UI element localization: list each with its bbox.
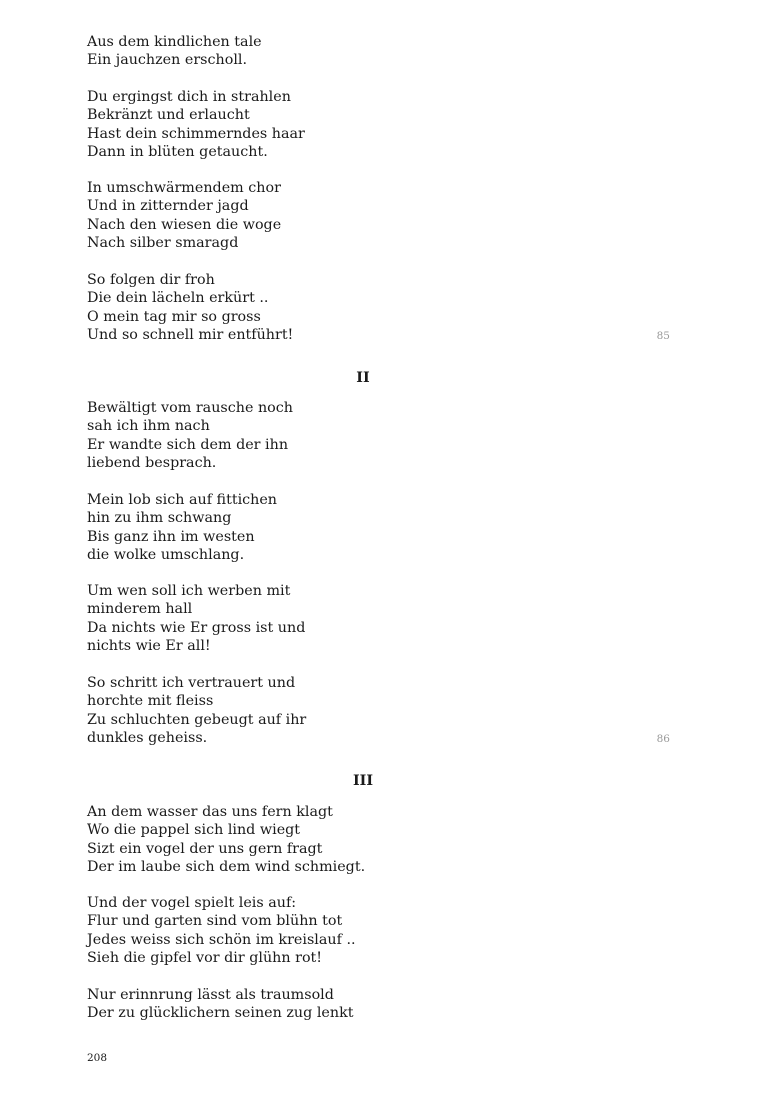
verse-line: So schritt ich vertrauert und <box>87 675 296 691</box>
verse-line: Da nichts wie Er gross ist und <box>87 619 306 636</box>
verse-line: Bis ganz ihn im westen <box>87 528 255 545</box>
verse-line: Du ergingst dich in strahlen <box>87 89 291 105</box>
stanza <box>87 803 647 877</box>
verse-line: Zu schluchten gebeugt auf ihr <box>87 711 307 728</box>
verse-line: die wolke umschlang. <box>87 547 245 564</box>
stanza <box>87 271 647 345</box>
stanza <box>87 88 647 162</box>
verse-line: Bekränzt und erlaucht <box>87 107 250 124</box>
verse-line: Nach silber smaragd <box>87 235 239 252</box>
verse-line: Und der vogel spielt leis auf: <box>87 895 297 911</box>
verse-line: Dann in blüten getaucht. <box>87 144 268 161</box>
verse-line: Mein lob sich auf fittichen <box>87 492 278 508</box>
verse-line: liebend besprach. <box>87 455 217 472</box>
verse-line: Der im laube sich dem wind schmiegt. <box>87 859 366 876</box>
verse-line: An dem wasser das uns fern klagt <box>87 804 333 820</box>
stanza <box>87 894 647 968</box>
verse-line: minderem hall <box>87 601 193 618</box>
verse-line: O mein tag mir so gross <box>87 308 261 325</box>
verse-line: Flur und garten sind vom blühn tot <box>87 913 343 930</box>
stanza <box>87 33 647 70</box>
verse-line: Wo die pappel sich lind wiegt <box>87 822 301 839</box>
section-numeral: III <box>352 773 374 789</box>
stanza <box>87 582 647 656</box>
verse-line: Hast dein schimmerndes haar <box>87 125 305 142</box>
stanza <box>87 491 647 565</box>
verse-line: hin zu ihm schwang <box>87 510 232 527</box>
verse-line: dunkles geheiss. <box>87 730 208 747</box>
section-numeral: II <box>356 370 370 386</box>
verse-line: horchte mit fleiss <box>87 693 214 710</box>
verse-line: In umschwärmendem chor <box>87 180 281 196</box>
verse-line: sah ich ihm nach <box>87 418 210 435</box>
stanza <box>87 674 647 748</box>
verse-line: So folgen dir froh <box>87 272 215 288</box>
verse-line: Und so schnell mir entführt! <box>87 327 294 344</box>
verse-line: Und in zitternder jagd <box>87 198 249 215</box>
verse-line: Nach den wiesen die woge <box>87 216 282 233</box>
line-number-marker: 85 <box>656 330 670 342</box>
stanza <box>87 986 647 1023</box>
stanza <box>87 399 647 473</box>
stanza <box>87 179 647 253</box>
verse-line: Ein jauchzen erscholl. <box>87 52 248 69</box>
verse-line: Jedes weiss sich schön im kreislauf .. <box>87 931 356 948</box>
verse-line: Aus dem kindlichen tale <box>87 34 262 50</box>
verse-line: Der zu glücklichern seinen zug lenkt <box>87 1005 354 1022</box>
verse-line: Nur erinnrung lässt als traumsold <box>87 987 334 1003</box>
verse-line: Sizt ein vogel der uns gern fragt <box>87 840 323 857</box>
verse-line: Sieh die gipfel vor dir glühn rot! <box>87 950 323 967</box>
verse-line: Die dein lächeln erkürt .. <box>87 290 269 307</box>
line-number-marker: 86 <box>656 733 670 745</box>
verse-line: Er wandte sich dem der ihn <box>87 436 289 453</box>
verse-line: Um wen soll ich werben mit <box>87 583 291 599</box>
page-number: 208 <box>87 1052 108 1064</box>
verse-line: nichts wie Er all! <box>87 638 211 655</box>
verse-line: Bewältigt vom rausche noch <box>87 400 293 416</box>
